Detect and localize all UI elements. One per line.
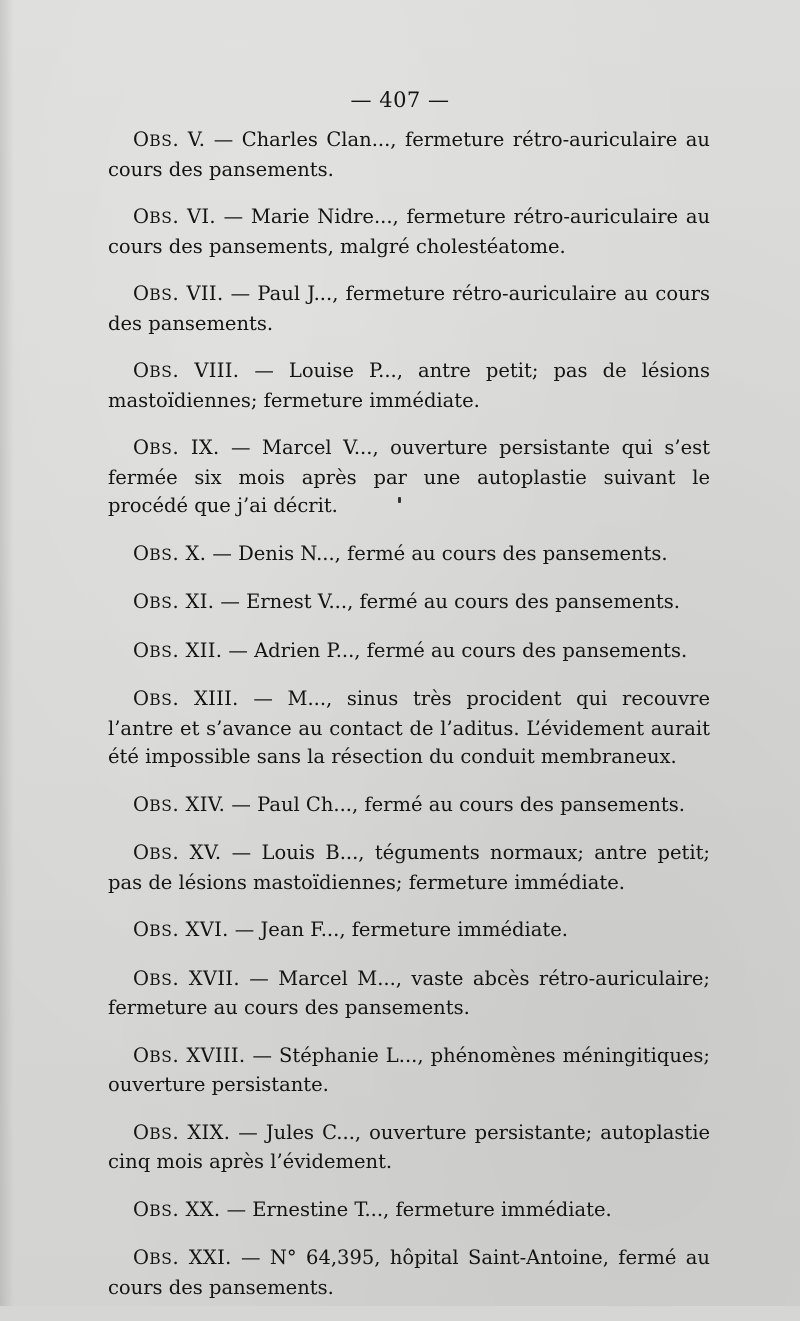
observation-text: — Adrien P..., fermé au cours des pansements. [222,638,688,662]
obs-label: OBS. XX. [133,1197,221,1221]
observation-xvi [108,916,710,946]
obs-label: OBS. XVI. [133,918,229,941]
observation-text: — N° 64,395, hôpital Saint-Antoine, fermé au cours des pansements. [108,1246,710,1299]
obs-label: OBS. XXI. [133,1246,232,1269]
observation-text: — Paul Ch..., fermé au cours des pansements. [225,792,685,816]
observation-list [108,126,710,1321]
observation-xvii [108,965,710,1023]
observation-vii [108,280,710,338]
obs-label: OBS. XIX. [133,1120,231,1144]
obs-label: OBS. X. [133,541,207,565]
obs-label: OBS. VII. [133,282,224,305]
obs-label: OBS. XIII. [133,687,239,710]
observation-x [108,540,710,570]
obs-label: OBS. XVII. [133,966,240,990]
obs-label: OBS. XII. [133,638,223,662]
observation-xv [108,839,710,897]
observation-text: — Denis N..., fermé au cours des pansements. [206,541,668,565]
ink-speck [398,497,401,503]
observation-v [108,126,710,184]
observation-text: — Ernest V..., fermé au cours des pansements. [214,590,680,613]
observation-text: — Marie Nidre..., fermeture rétro-auriculaire au cours des pansements, malgré cholestéatome. [108,205,710,258]
obs-label: OBS. VI. [133,205,216,228]
observation-xiii [108,685,710,772]
observation-text: — Louise P..., antre petit; pas de lésions mastoïdiennes; fermeture immédiate. [108,359,711,412]
page-number: — 407 — [350,88,450,112]
observation-text: — Marcel V..., ouverture persistante qui s’est fermée six mois après par une autoplastie suivant le procédé que j’ai décrit. [108,436,710,517]
observation-ix [108,434,710,521]
observation-xi [108,588,710,618]
observation-xii [108,637,710,667]
observation-xix [108,1119,710,1177]
observation-xxi [108,1244,710,1302]
observation-text: — Ernestine T..., fermeture immédiate. [220,1197,612,1221]
obs-label: OBS. XI. [133,590,215,613]
obs-label: OBS. XVIII. [133,1043,246,1067]
observation-text: — Charles Clan..., fermeture rétro-auriculaire au cours des pansements. [108,128,710,181]
obs-label: OBS. VIII. [133,359,240,382]
observation-text: — Paul J..., fermeture rétro-auriculaire au cours des pansements. [108,282,710,335]
obs-label: OBS. XV. [133,841,222,864]
observation-text: — Jean F..., fermeture immédiate. [228,918,568,941]
observation-xx [108,1196,710,1226]
observation-text: — Jules C..., ouverture persistante; autoplastie cinq mois après l’évidement. [108,1120,710,1173]
obs-label: OBS. IX. [133,436,220,459]
observation-text: — Stéphanie L..., phénomènes méningitiques; ouverture persistante. [108,1043,710,1096]
observation-text: — Louis B..., téguments normaux; antre petit; pas de lésions mastoïdiennes; fermeture immédiate. [108,841,710,894]
observation-xiv [108,791,710,821]
observation-text: — M..., sinus très procident qui recouvre l’antre et s’avance au contact de l’aditus. L’évidement aurait été impossible sans la résection du conduit membraneux. [108,687,710,768]
observation-text: — Marcel M..., vaste abcès rétro-auriculaire; fermeture au cours des pansements. [108,966,710,1019]
observation-vi [108,203,710,261]
observation-viii [108,357,710,415]
obs-label: OBS. V. [133,128,206,151]
observation-xviii [108,1042,710,1100]
obs-label: OBS. XIV. [133,792,226,816]
